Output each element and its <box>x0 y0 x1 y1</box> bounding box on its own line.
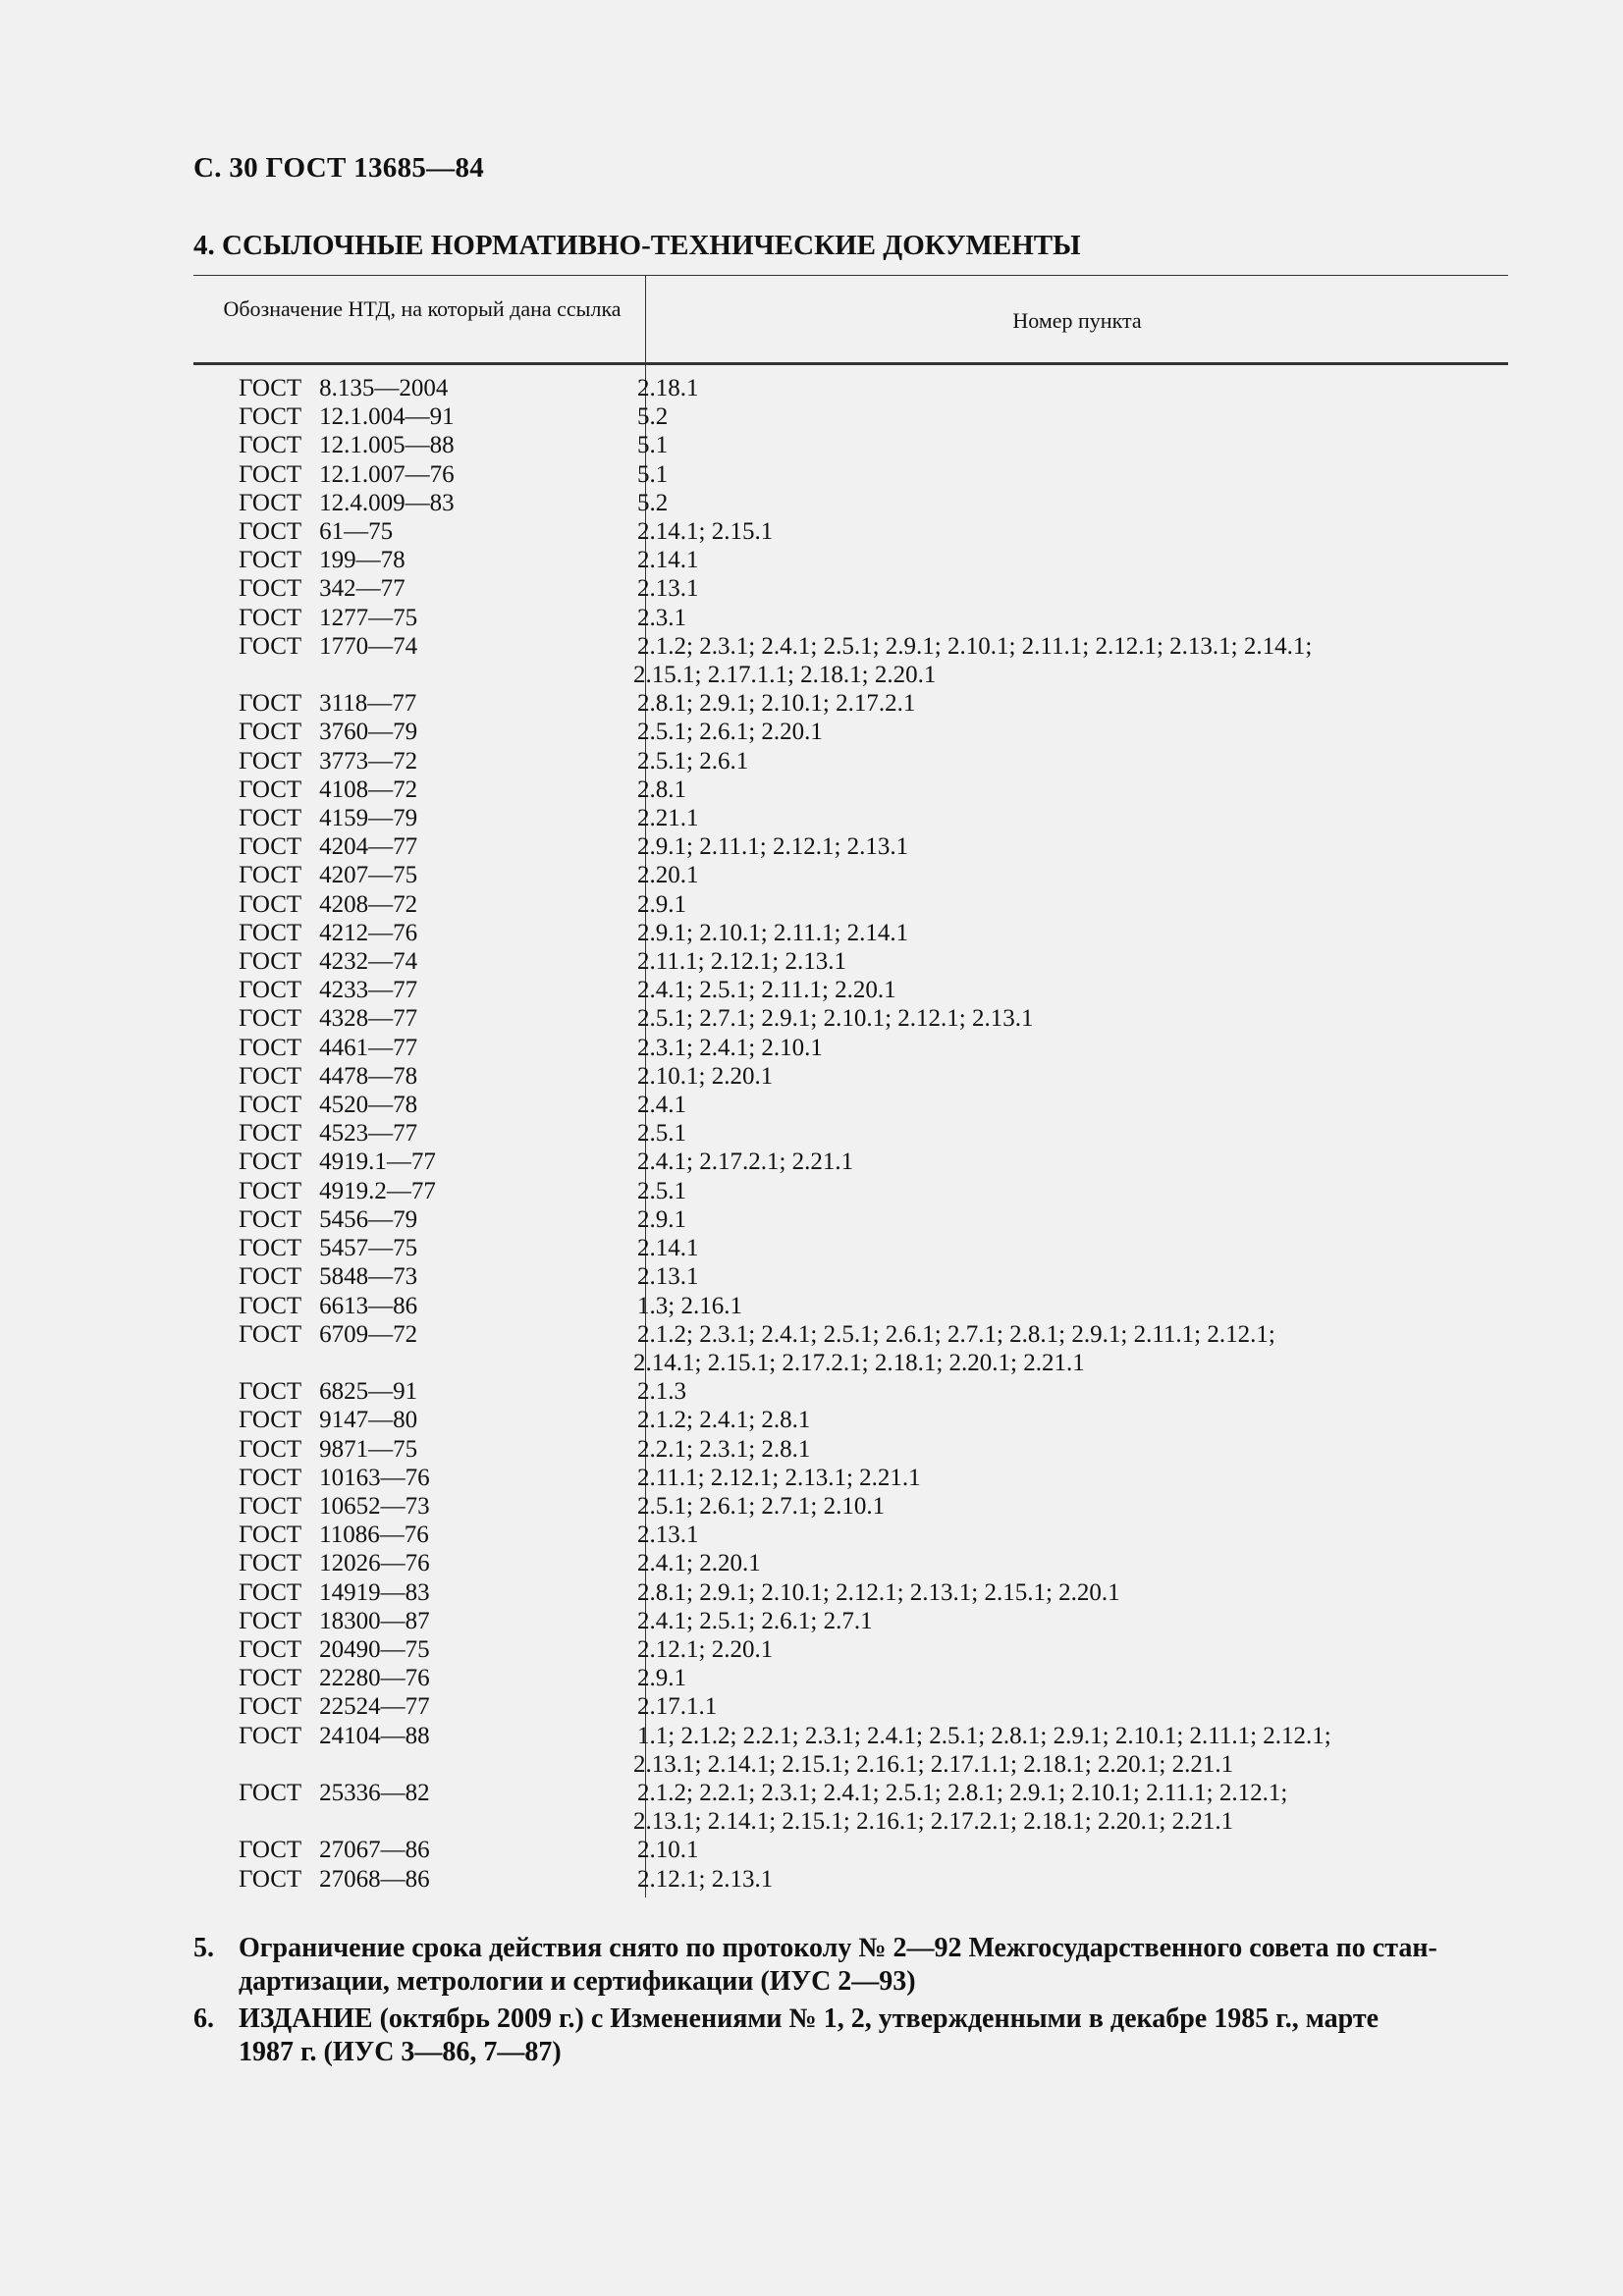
point-line: 2.9.1; 2.10.1; 2.11.1; 2.14.1 <box>637 919 909 946</box>
doc-prefix: ГОСТ <box>239 775 302 803</box>
table-row <box>193 574 1508 603</box>
point-line: 2.4.1; 2.20.1 <box>637 1550 761 1577</box>
point-line: 2.9.1; 2.11.1; 2.12.1; 2.13.1 <box>637 833 909 861</box>
table-row <box>193 689 1508 718</box>
point-numbers <box>629 1406 1508 1434</box>
doc-designation: 27068—86 <box>319 1865 430 1893</box>
table-row <box>193 861 1508 889</box>
doc-designation: 3760—79 <box>319 719 418 746</box>
doc-prefix: ГОСТ <box>239 1522 302 1549</box>
note-number: 5. <box>193 1933 214 1963</box>
point-line: 2.17.1.1 <box>637 1693 718 1721</box>
point-numbers <box>629 1148 1508 1176</box>
section-title: 4. ССЫЛОЧНЫЕ НОРМАТИВНО-ТЕХНИЧЕСКИЕ ДОКУМЕНТЫ <box>193 230 1081 261</box>
point-line: 2.8.1 <box>637 775 686 803</box>
point-line: 2.14.1; 2.15.1; 2.17.2.1; 2.18.1; 2.20.1; 2.21.1 <box>633 1349 1085 1376</box>
point-numbers <box>629 1177 1508 1205</box>
point-numbers <box>629 1521 1508 1549</box>
doc-designation: 22280—76 <box>319 1665 430 1692</box>
table-row <box>193 604 1508 632</box>
page-header: С. 30 ГОСТ 13685—84 <box>193 152 485 184</box>
doc-prefix: ГОСТ <box>239 1693 302 1721</box>
table-row <box>193 1177 1508 1205</box>
doc-designation: 12.1.005—88 <box>319 432 455 459</box>
point-line: 2.4.1 <box>637 1092 686 1119</box>
point-numbers <box>629 1435 1508 1464</box>
doc-designation: 18300—87 <box>319 1607 430 1634</box>
doc-designation: 4328—77 <box>319 1005 418 1033</box>
doc-designation: 6613—86 <box>319 1292 418 1319</box>
point-line: 1.1; 2.1.2; 2.2.1; 2.3.1; 2.4.1; 2.5.1; 2.8.1; 2.9.1; 2.10.1; 2.11.1; 2.12.1; <box>637 1722 1331 1749</box>
doc-prefix: ГОСТ <box>239 1837 302 1864</box>
point-line: 2.9.1 <box>637 1205 686 1233</box>
table-row <box>193 1034 1508 1062</box>
doc-designation: 5457—75 <box>319 1235 418 1262</box>
point-numbers <box>629 1234 1508 1262</box>
point-line: 2.8.1; 2.9.1; 2.10.1; 2.12.1; 2.13.1; 2.15.1; 2.20.1 <box>637 1578 1120 1606</box>
doc-designation: 12.4.009—83 <box>319 489 455 516</box>
point-numbers <box>629 689 1508 718</box>
point-numbers <box>629 489 1508 517</box>
doc-prefix: ГОСТ <box>239 632 302 660</box>
doc-prefix: ГОСТ <box>239 1492 302 1520</box>
point-line: 2.1.2; 2.4.1; 2.8.1 <box>637 1407 811 1434</box>
doc-prefix: ГОСТ <box>239 919 302 946</box>
table-row <box>193 718 1508 746</box>
note-text-line1: ИЗДАНИЕ (октябрь 2009 г.) с Изменениями № 1, 2, утвержденными в декабре 1985 г., марте <box>239 2003 1380 2034</box>
point-line: 2.10.1 <box>637 1837 699 1864</box>
doc-designation: 10163—76 <box>319 1464 430 1491</box>
doc-designation: 4159—79 <box>319 805 418 832</box>
table-row <box>193 1779 1508 1836</box>
table-row <box>193 947 1508 976</box>
point-numbers <box>629 604 1508 632</box>
table-row <box>193 1292 1508 1320</box>
table-row <box>193 1377 1508 1406</box>
doc-prefix: ГОСТ <box>239 1607 302 1634</box>
point-numbers <box>629 1779 1508 1836</box>
point-line: 2.11.1; 2.12.1; 2.13.1; 2.21.1 <box>637 1464 921 1491</box>
point-line: 2.4.1; 2.17.2.1; 2.21.1 <box>637 1148 854 1176</box>
point-line: 2.5.1 <box>637 1120 686 1148</box>
table-row <box>193 1091 1508 1119</box>
table-row <box>193 1435 1508 1464</box>
point-line: 2.14.1 <box>637 547 699 574</box>
table-row <box>193 402 1508 431</box>
doc-prefix: ГОСТ <box>239 518 302 546</box>
point-line: 5.2 <box>637 403 669 431</box>
doc-prefix: ГОСТ <box>239 1092 302 1119</box>
doc-prefix: ГОСТ <box>239 1578 302 1606</box>
point-numbers <box>629 1692 1508 1721</box>
doc-prefix: ГОСТ <box>239 977 302 1004</box>
doc-designation: 4204—77 <box>319 833 418 861</box>
table-row <box>193 1865 1508 1894</box>
doc-prefix: ГОСТ <box>239 1464 302 1491</box>
doc-designation: 14919—83 <box>319 1578 430 1606</box>
doc-prefix: ГОСТ <box>239 1779 302 1806</box>
table-row <box>193 1722 1508 1779</box>
table-row <box>193 1234 1508 1262</box>
table-header-point: Номер пункта <box>1012 308 1142 333</box>
doc-prefix: ГОСТ <box>239 432 302 459</box>
point-line: 5.1 <box>637 460 669 488</box>
point-numbers <box>629 1062 1508 1091</box>
point-line: 2.5.1; 2.6.1; 2.20.1 <box>637 719 823 746</box>
doc-designation: 3773—72 <box>319 747 418 774</box>
point-numbers <box>629 1578 1508 1607</box>
point-line: 2.21.1 <box>637 805 699 832</box>
table-row <box>193 374 1508 402</box>
doc-designation: 342—77 <box>319 575 406 603</box>
point-numbers <box>629 861 1508 889</box>
doc-designation: 12.1.007—76 <box>319 460 455 488</box>
table-header-document: Обозначение НТД, на который дана ссылка <box>223 296 622 321</box>
point-line: 2.11.1; 2.12.1; 2.13.1 <box>637 948 846 976</box>
doc-designation: 5456—79 <box>319 1205 418 1233</box>
point-numbers <box>629 919 1508 947</box>
point-numbers <box>629 747 1508 775</box>
doc-designation: 4233—77 <box>319 977 418 1004</box>
table-row <box>193 1521 1508 1549</box>
point-line: 2.8.1; 2.9.1; 2.10.1; 2.17.2.1 <box>637 690 916 718</box>
doc-prefix: ГОСТ <box>239 890 302 918</box>
point-line: 2.5.1; 2.7.1; 2.9.1; 2.10.1; 2.12.1; 2.13.1 <box>637 1005 1034 1033</box>
point-numbers <box>629 1492 1508 1521</box>
point-line: 2.1.2; 2.3.1; 2.4.1; 2.5.1; 2.9.1; 2.10.1; 2.11.1; 2.12.1; 2.13.1; 2.14.1; <box>637 632 1313 660</box>
point-line: 2.5.1; 2.6.1 <box>637 747 749 774</box>
table-row <box>193 1406 1508 1434</box>
table-row <box>193 832 1508 861</box>
point-line: 2.5.1 <box>637 1177 686 1204</box>
point-numbers <box>629 574 1508 603</box>
table-row <box>193 1492 1508 1521</box>
point-line: 2.13.1; 2.14.1; 2.15.1; 2.16.1; 2.17.2.1; 2.18.1; 2.20.1; 2.21.1 <box>633 1808 1234 1836</box>
point-line: 2.9.1 <box>637 1665 686 1692</box>
doc-prefix: ГОСТ <box>239 489 302 516</box>
point-line: 5.1 <box>637 432 669 459</box>
doc-prefix: ГОСТ <box>239 805 302 832</box>
doc-designation: 9871—75 <box>319 1435 418 1463</box>
doc-designation: 4523—77 <box>319 1120 418 1148</box>
doc-designation: 5848—73 <box>319 1263 418 1291</box>
point-numbers <box>629 890 1508 919</box>
point-numbers <box>629 1635 1508 1664</box>
doc-designation: 6825—91 <box>319 1378 418 1406</box>
point-numbers <box>629 1664 1508 1692</box>
doc-designation: 22524—77 <box>319 1693 430 1721</box>
doc-designation: 4461—77 <box>319 1034 418 1061</box>
doc-prefix: ГОСТ <box>239 1550 302 1577</box>
point-line: 2.12.1; 2.20.1 <box>637 1635 774 1663</box>
doc-prefix: ГОСТ <box>239 1148 302 1176</box>
doc-prefix: ГОСТ <box>239 575 302 603</box>
table-row <box>193 1549 1508 1577</box>
doc-prefix: ГОСТ <box>239 1435 302 1463</box>
doc-prefix: ГОСТ <box>239 604 302 631</box>
note-6 <box>193 2002 1508 2069</box>
point-numbers <box>629 517 1508 546</box>
doc-prefix: ГОСТ <box>239 690 302 718</box>
table-row <box>193 489 1508 517</box>
point-numbers <box>629 632 1508 689</box>
point-numbers <box>629 1836 1508 1864</box>
doc-prefix: ГОСТ <box>239 1062 302 1090</box>
point-line: 2.20.1 <box>637 862 699 889</box>
point-numbers <box>629 431 1508 459</box>
doc-designation: 4108—72 <box>319 775 418 803</box>
point-numbers <box>629 1722 1508 1779</box>
point-numbers <box>629 804 1508 832</box>
note-number: 6. <box>193 2003 214 2034</box>
table-row <box>193 1607 1508 1635</box>
point-line: 2.14.1; 2.15.1 <box>637 518 774 546</box>
point-line: 2.9.1 <box>637 890 686 918</box>
doc-designation: 4919.2—77 <box>319 1177 436 1204</box>
doc-prefix: ГОСТ <box>239 948 302 976</box>
doc-designation: 10652—73 <box>319 1492 430 1520</box>
doc-prefix: ГОСТ <box>239 1120 302 1148</box>
doc-designation: 3118—77 <box>319 690 417 718</box>
doc-prefix: ГОСТ <box>239 1722 302 1749</box>
doc-designation: 1277—75 <box>319 604 418 631</box>
point-numbers <box>629 1205 1508 1234</box>
table-row <box>193 1205 1508 1234</box>
doc-designation: 4520—78 <box>319 1092 418 1119</box>
point-numbers <box>629 374 1508 402</box>
point-numbers <box>629 402 1508 431</box>
doc-prefix: ГОСТ <box>239 1177 302 1204</box>
point-numbers <box>629 1262 1508 1291</box>
point-numbers <box>629 947 1508 976</box>
doc-designation: 4919.1—77 <box>319 1148 436 1176</box>
point-line: 2.3.1; 2.4.1; 2.10.1 <box>637 1034 823 1061</box>
doc-designation: 61—75 <box>319 518 394 546</box>
doc-designation: 9147—80 <box>319 1407 418 1434</box>
doc-designation: 25336—82 <box>319 1779 430 1806</box>
point-numbers <box>629 1549 1508 1577</box>
point-line: 2.13.1 <box>637 1263 699 1291</box>
doc-prefix: ГОСТ <box>239 1665 302 1692</box>
doc-prefix: ГОСТ <box>239 1034 302 1061</box>
point-line: 2.14.1 <box>637 1235 699 1262</box>
point-line: 2.1.2; 2.3.1; 2.4.1; 2.5.1; 2.6.1; 2.7.1; 2.8.1; 2.9.1; 2.11.1; 2.12.1; <box>637 1320 1275 1348</box>
point-numbers <box>629 1004 1508 1033</box>
table-row <box>193 747 1508 775</box>
point-numbers <box>629 775 1508 804</box>
point-line: 2.18.1 <box>637 375 699 401</box>
point-numbers <box>629 1320 1508 1377</box>
point-numbers <box>629 832 1508 861</box>
point-line: 2.3.1 <box>637 604 686 631</box>
doc-prefix: ГОСТ <box>239 1292 302 1319</box>
doc-designation: 4232—74 <box>319 948 418 976</box>
note-5 <box>193 1932 1508 1999</box>
point-line: 2.13.1 <box>637 575 699 603</box>
point-numbers <box>629 1292 1508 1320</box>
point-line: 2.4.1; 2.5.1; 2.11.1; 2.20.1 <box>637 977 896 1004</box>
point-line: 2.4.1; 2.5.1; 2.6.1; 2.7.1 <box>637 1607 873 1634</box>
table-header-rule <box>193 362 1508 365</box>
doc-designation: 8.135—2004 <box>319 375 449 401</box>
point-numbers <box>629 1377 1508 1406</box>
doc-prefix: ГОСТ <box>239 1378 302 1406</box>
doc-designation: 4207—75 <box>319 862 418 889</box>
point-numbers <box>629 1865 1508 1894</box>
table-row <box>193 1062 1508 1091</box>
note-text-line1: Ограничение срока действия снято по протоколу № 2—92 Межгосударственного совета по стан- <box>239 1933 1437 1963</box>
doc-prefix: ГОСТ <box>239 1005 302 1033</box>
table-row <box>193 1262 1508 1291</box>
point-numbers <box>629 1607 1508 1635</box>
table-row <box>193 890 1508 919</box>
doc-designation: 4208—72 <box>319 890 418 918</box>
table-row <box>193 1004 1508 1033</box>
doc-prefix: ГОСТ <box>239 1635 302 1663</box>
table-row <box>193 775 1508 804</box>
point-line: 2.15.1; 2.17.1.1; 2.18.1; 2.20.1 <box>633 662 937 689</box>
table-row <box>193 517 1508 546</box>
doc-designation: 1770—74 <box>319 632 418 660</box>
doc-prefix: ГОСТ <box>239 1235 302 1262</box>
doc-designation: 4478—78 <box>319 1062 418 1090</box>
doc-prefix: ГОСТ <box>239 403 302 431</box>
table-row <box>193 1664 1508 1692</box>
doc-designation: 20490—75 <box>319 1635 430 1663</box>
doc-prefix: ГОСТ <box>239 1320 302 1348</box>
point-line: 2.13.1; 2.14.1; 2.15.1; 2.16.1; 2.17.1.1; 2.18.1; 2.20.1; 2.21.1 <box>633 1750 1234 1778</box>
doc-prefix: ГОСТ <box>239 747 302 774</box>
table-row <box>193 919 1508 947</box>
point-numbers <box>629 546 1508 574</box>
doc-prefix: ГОСТ <box>239 375 302 401</box>
table-row <box>193 1119 1508 1148</box>
table-row <box>193 1464 1508 1492</box>
table-row <box>193 632 1508 689</box>
doc-designation: 24104—88 <box>319 1722 430 1749</box>
table-row <box>193 1148 1508 1176</box>
note-text-line2: дартизации, метрологии и сертификации (ИУС 2—93) <box>239 1966 916 1997</box>
doc-prefix: ГОСТ <box>239 460 302 488</box>
table-top-rule <box>193 275 1508 276</box>
point-line: 2.13.1 <box>637 1522 699 1549</box>
note-text-line2: 1987 г. (ИУС 3—86, 7—87) <box>239 2037 562 2067</box>
doc-designation: 12026—76 <box>319 1550 430 1577</box>
point-numbers <box>629 976 1508 1004</box>
doc-designation: 12.1.004—91 <box>319 403 455 431</box>
point-line: 2.12.1; 2.13.1 <box>637 1865 774 1893</box>
point-numbers <box>629 718 1508 746</box>
point-line: 2.2.1; 2.3.1; 2.8.1 <box>637 1435 811 1463</box>
point-line: 2.5.1; 2.6.1; 2.7.1; 2.10.1 <box>637 1492 886 1520</box>
doc-prefix: ГОСТ <box>239 1407 302 1434</box>
table-body <box>193 374 1508 1894</box>
point-numbers <box>629 1034 1508 1062</box>
doc-designation: 6709—72 <box>319 1320 418 1348</box>
point-line: 2.1.2; 2.2.1; 2.3.1; 2.4.1; 2.5.1; 2.8.1; 2.9.1; 2.10.1; 2.11.1; 2.12.1; <box>637 1779 1288 1806</box>
point-line: 1.3; 2.16.1 <box>637 1292 742 1319</box>
table-row <box>193 546 1508 574</box>
doc-prefix: ГОСТ <box>239 1205 302 1233</box>
point-line: 5.2 <box>637 489 669 516</box>
table-row <box>193 1320 1508 1377</box>
point-line: 2.1.3 <box>637 1378 686 1406</box>
doc-prefix: ГОСТ <box>239 719 302 746</box>
point-numbers <box>629 1119 1508 1148</box>
table-row <box>193 976 1508 1004</box>
table-row <box>193 804 1508 832</box>
doc-prefix: ГОСТ <box>239 833 302 861</box>
doc-designation: 11086—76 <box>319 1522 429 1549</box>
doc-designation: 27067—86 <box>319 1837 430 1864</box>
point-line: 2.10.1; 2.20.1 <box>637 1062 774 1090</box>
table-row <box>193 1635 1508 1664</box>
table-row <box>193 1578 1508 1607</box>
doc-designation: 4212—76 <box>319 919 418 946</box>
point-numbers <box>629 1464 1508 1492</box>
point-numbers <box>629 1091 1508 1119</box>
table-row <box>193 431 1508 459</box>
doc-prefix: ГОСТ <box>239 547 302 574</box>
doc-prefix: ГОСТ <box>239 1263 302 1291</box>
table-row <box>193 460 1508 489</box>
doc-prefix: ГОСТ <box>239 1865 302 1893</box>
doc-prefix: ГОСТ <box>239 862 302 889</box>
doc-designation: 199—78 <box>319 547 406 574</box>
point-numbers <box>629 460 1508 489</box>
table-row <box>193 1836 1508 1864</box>
table-row <box>193 1692 1508 1721</box>
